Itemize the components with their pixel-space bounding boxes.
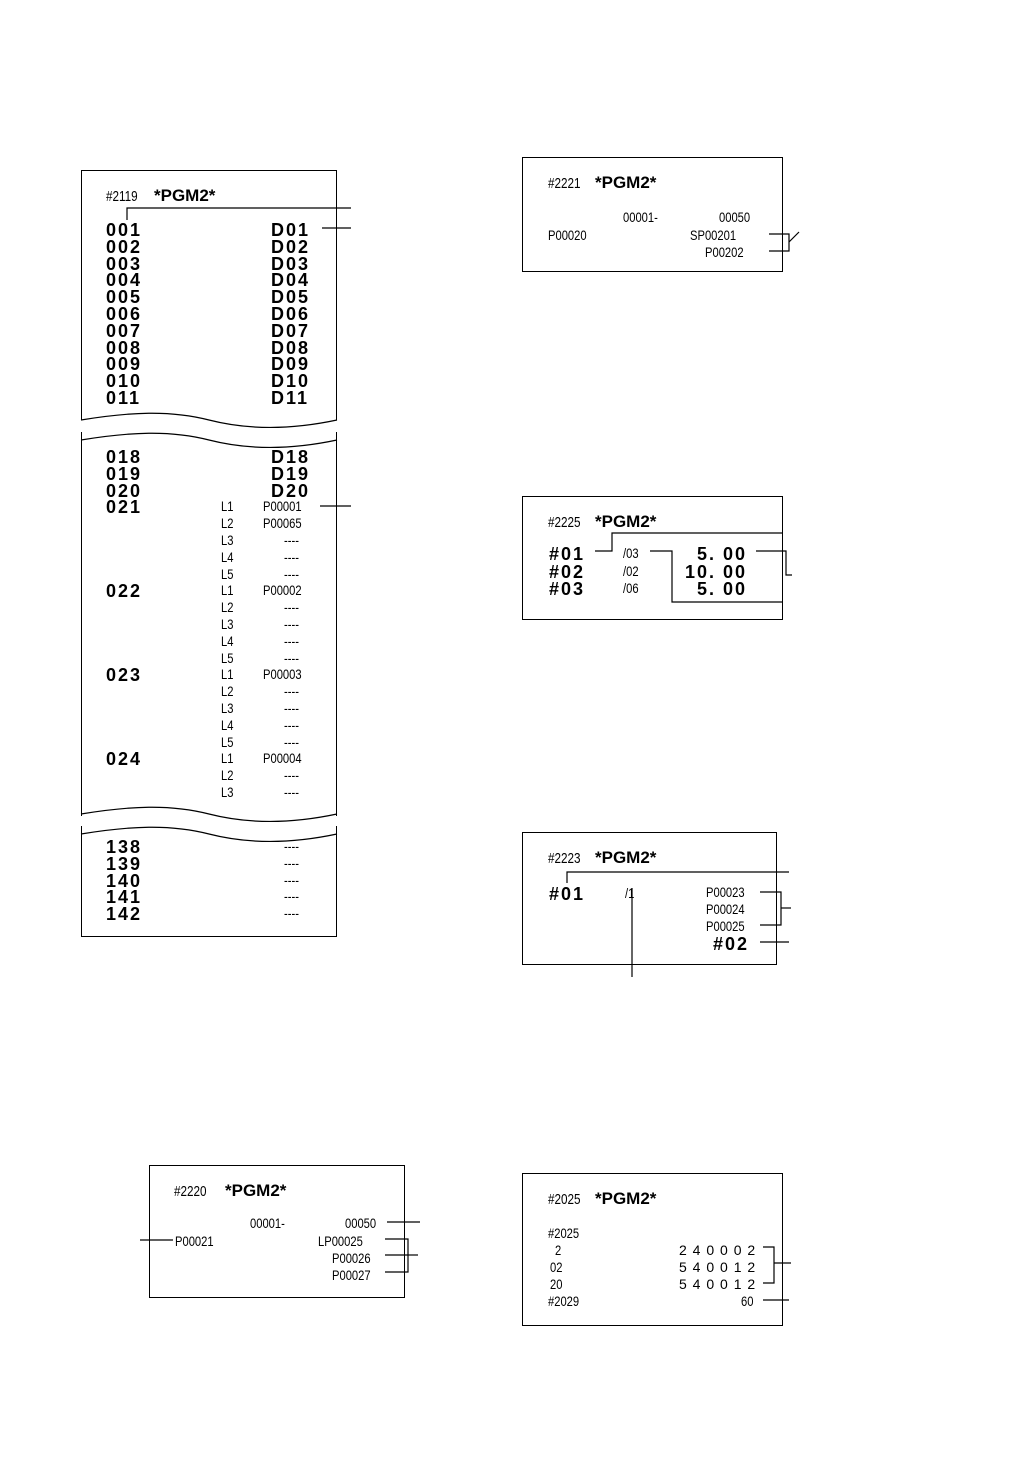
level-empty: ---- <box>284 700 299 716</box>
receipt-code: #2119 <box>106 188 138 205</box>
level-empty: ---- <box>284 632 299 649</box>
p-value-1: P00023 <box>706 884 745 900</box>
level-empty: ---- <box>284 616 299 632</box>
row-dept: D04 <box>271 270 311 291</box>
p-value-2: P00024 <box>706 901 745 917</box>
row-number: 018 <box>106 447 143 467</box>
row-dept: D07 <box>271 320 311 341</box>
level-value: P00001 <box>263 498 302 515</box>
receipt-pgm: *PGM2* <box>595 173 657 192</box>
receipt-2025 <box>522 1173 783 1326</box>
row-number: 141 <box>106 887 143 908</box>
receipt-pgm: *PGM2* <box>595 1189 657 1208</box>
row-div-1: /03 <box>623 545 639 561</box>
level-empty: ---- <box>284 767 299 784</box>
receipt-2119-part1 <box>81 170 337 420</box>
sub-code: #2025 <box>548 1225 580 1241</box>
receipt-2225 <box>522 496 783 620</box>
level-empty: ---- <box>284 649 299 666</box>
range-from: 00001- <box>623 209 658 225</box>
row-left-1: 2 <box>555 1242 562 1258</box>
receipt-2223 <box>522 832 777 965</box>
row-dept: D02 <box>271 236 311 257</box>
receipt-pgm: *PGM2* <box>225 1181 287 1200</box>
level-label: L1 <box>221 498 234 515</box>
div-value: /1 <box>625 885 635 901</box>
level-label: L1 <box>221 750 234 767</box>
level-label: L2 <box>221 683 234 700</box>
row-number: 001 <box>106 220 143 240</box>
row-empty: ---- <box>284 854 299 871</box>
level-empty: ---- <box>284 716 299 733</box>
row-number: 139 <box>106 853 143 874</box>
row-number: 140 <box>106 870 143 891</box>
level-label: L2 <box>221 767 234 784</box>
level-label: L3 <box>221 616 234 632</box>
left-value: P00020 <box>548 227 587 243</box>
level-label: L3 <box>221 784 234 800</box>
range-from: 00001- <box>250 1215 285 1231</box>
row-div-3: /06 <box>623 580 639 596</box>
row-dept: D06 <box>271 304 311 324</box>
last-right: 60 <box>741 1293 754 1309</box>
p-value-3: P00025 <box>706 918 745 934</box>
row-right-3: 5 4 0 0 1 2 <box>679 1276 757 1292</box>
row-id-3: #03 <box>549 579 586 599</box>
level-value: P00065 <box>263 515 302 532</box>
level-empty: ---- <box>284 532 299 548</box>
level-empty: ---- <box>284 565 299 582</box>
level-empty: ---- <box>284 683 299 700</box>
id-value: #01 <box>549 884 586 904</box>
row-number: 007 <box>106 320 143 341</box>
p-value: P00202 <box>705 244 744 260</box>
level-label: L4 <box>221 548 234 565</box>
level-empty: ---- <box>284 784 299 800</box>
row-dept: D03 <box>271 253 311 274</box>
level-value: P00004 <box>263 750 302 767</box>
row-right-1: 2 4 0 0 0 2 <box>679 1242 757 1258</box>
row-id-1: #01 <box>549 544 586 564</box>
row-left-2: 02 <box>550 1259 563 1275</box>
row-number: 004 <box>106 270 143 291</box>
row-right-2: 5 4 0 0 1 2 <box>679 1259 757 1275</box>
level-label: L5 <box>221 649 234 666</box>
level-label: L1 <box>221 582 234 599</box>
level-label: L4 <box>221 632 234 649</box>
row-number: 020 <box>106 480 143 501</box>
p-value-2: P00027 <box>332 1267 371 1283</box>
row-id-2: #02 <box>549 562 586 582</box>
level-empty: ---- <box>284 733 299 750</box>
sp-value: SP00201 <box>690 227 737 243</box>
receipt-code: #2025 <box>548 1191 581 1208</box>
row-empty: ---- <box>284 838 299 854</box>
next-id: #02 <box>713 934 750 954</box>
group-number: 024 <box>106 749 143 770</box>
level-label: L5 <box>221 565 234 582</box>
level-label: L2 <box>221 599 234 616</box>
row-dept: D08 <box>271 337 311 358</box>
row-number: 005 <box>106 287 143 308</box>
receipt-2220 <box>149 1165 405 1298</box>
receipt-code: #2220 <box>174 1183 207 1200</box>
level-label: L2 <box>221 515 234 532</box>
row-dept: D18 <box>271 447 311 467</box>
level-value: P00002 <box>263 582 302 599</box>
row-number: 142 <box>106 904 143 925</box>
row-number: 009 <box>106 354 143 375</box>
row-amt-1: 5. 00 <box>697 544 748 564</box>
level-label: L4 <box>221 716 234 733</box>
row-number: 138 <box>106 837 143 857</box>
receipt-2119-part3 <box>81 826 337 937</box>
level-empty: ---- <box>284 599 299 616</box>
level-label: L3 <box>221 700 234 716</box>
row-dept: D20 <box>271 480 311 501</box>
row-dept: D10 <box>271 371 311 392</box>
row-number: 003 <box>106 253 143 274</box>
level-value: P00003 <box>263 666 302 683</box>
row-dept: D01 <box>271 220 311 240</box>
range-to: 00050 <box>345 1215 377 1231</box>
receipt-pgm: *PGM2* <box>595 512 657 531</box>
receipt-pgm: *PGM2* <box>595 848 657 867</box>
level-empty: ---- <box>284 548 299 565</box>
receipt-2221 <box>522 157 783 272</box>
row-number: 006 <box>106 304 143 324</box>
row-number: 019 <box>106 463 143 484</box>
row-dept: D05 <box>271 287 311 308</box>
row-div-2: /02 <box>623 563 639 579</box>
range-to: 00050 <box>719 209 751 225</box>
row-empty: ---- <box>284 888 299 905</box>
row-dept: D19 <box>271 463 311 484</box>
row-number: 008 <box>106 337 143 358</box>
level-label: L1 <box>221 666 234 683</box>
last-left: #2029 <box>548 1293 580 1309</box>
p-value-1: P00026 <box>332 1250 371 1266</box>
row-empty: ---- <box>284 905 299 922</box>
receipt-pgm: *PGM2* <box>154 186 216 205</box>
group-number: 022 <box>106 581 143 602</box>
lp-value: LP00025 <box>318 1233 363 1249</box>
receipt-code: #2221 <box>548 175 581 192</box>
row-amt-3: 5. 00 <box>697 579 748 599</box>
group-number: 023 <box>106 665 143 686</box>
receipt-code: #2223 <box>548 850 581 867</box>
row-amt-2: 10. 00 <box>685 562 748 582</box>
row-dept: D11 <box>271 388 310 408</box>
row-number: 011 <box>106 388 142 408</box>
receipt-code: #2225 <box>548 514 581 531</box>
row-empty: ---- <box>284 871 299 888</box>
row-number: 002 <box>106 236 143 257</box>
level-label: L5 <box>221 733 234 750</box>
group-number: 021 <box>106 497 143 518</box>
level-label: L3 <box>221 532 234 548</box>
row-number: 010 <box>106 371 143 392</box>
left-value: P00021 <box>175 1233 214 1249</box>
receipt-2119-part2 <box>81 432 337 816</box>
row-dept: D09 <box>271 354 311 375</box>
row-left-3: 20 <box>550 1276 563 1292</box>
